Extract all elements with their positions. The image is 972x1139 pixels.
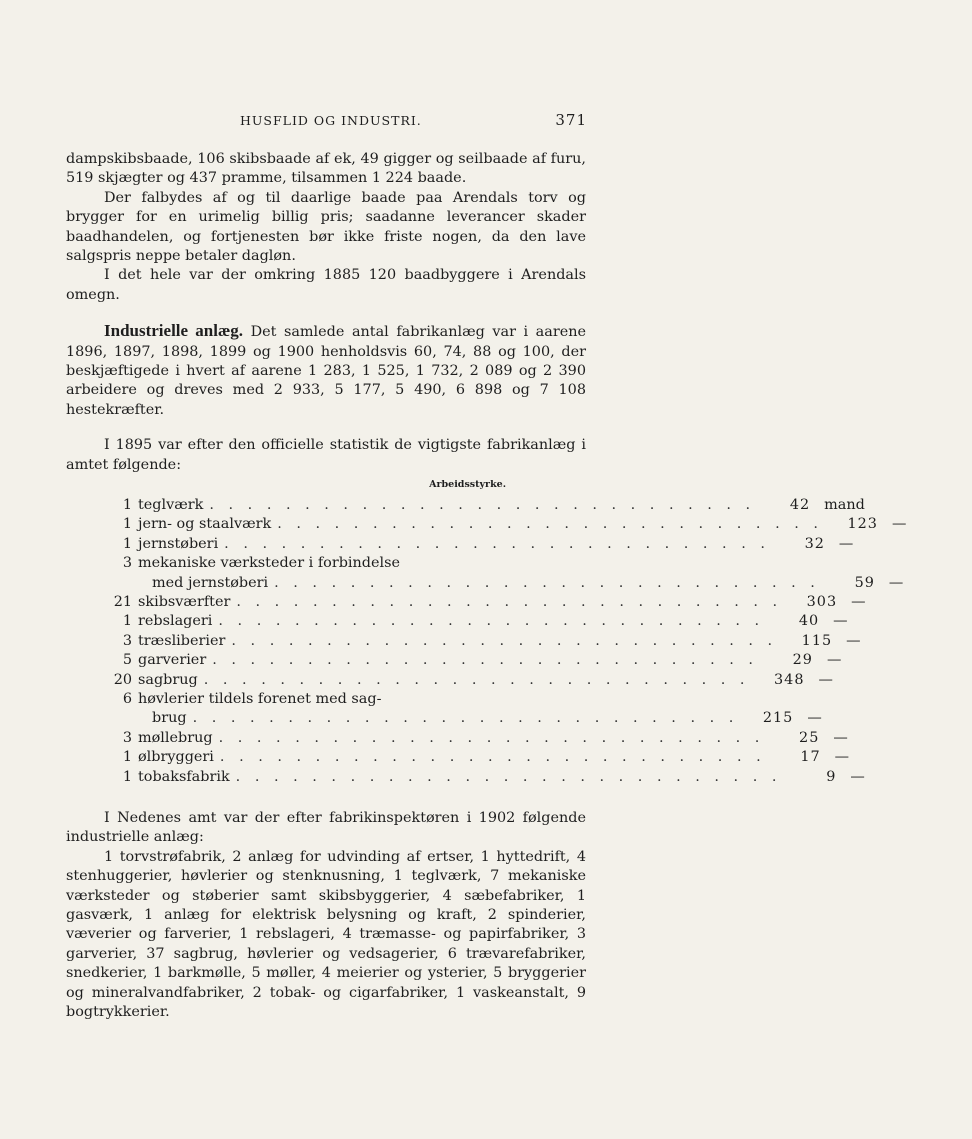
page-number: 371 — [555, 111, 587, 129]
leader-dots: . . . . . . . . . . . . . . . . . . . . . . . . . . . . . — [231, 632, 778, 649]
row-workforce: 25 — [799, 729, 820, 746]
factory-statistics-table — [66, 496, 907, 787]
row-label: med jernstøberi — [152, 574, 269, 591]
row-label: mekaniske værksteder i forbindelse — [138, 555, 401, 572]
page-header — [0, 113, 719, 133]
row-unit: — — [833, 729, 848, 746]
row-unit: — — [851, 594, 866, 611]
row-label: tobaksfabrik — [138, 768, 230, 785]
leader-dots: . . . . . . . . . . . . . . . . . . . . . . . . . . . . . — [218, 729, 765, 746]
row-workforce: 29 — [792, 652, 813, 669]
leader-dots: . . . . . . . . . . . . . . . . . . . . . . . . . . . . . — [277, 516, 823, 533]
row-quantity: 1 — [122, 768, 132, 785]
paragraph-boat-counts: dampskibsbaade, 106 skibsbaade af ek, 49 gigger og seilbaade af furu, 519 skjægter og 437 pramme, tilsammen 1 224 baade. — [66, 151, 586, 187]
table-row — [66, 496, 865, 515]
row-quantity: 5 — [122, 652, 132, 669]
leader-dots: . . . . . . . . . . . . . . . . . . . . . . . . . . . . . — [203, 671, 750, 688]
row-workforce: 42 — [789, 497, 811, 514]
row-unit: — — [838, 535, 854, 552]
row-workforce: 32 — [804, 535, 825, 552]
leader-dots: . . . . . . . . . . . . . . . . . . . . . . . . . . . . . — [209, 497, 756, 514]
row-unit: — — [846, 632, 861, 649]
row-quantity: 21 — [113, 594, 132, 611]
row-quantity: 6 — [122, 691, 132, 707]
row-workforce: 348 — [774, 671, 805, 688]
row-workforce: 123 — [847, 516, 878, 533]
table-row — [66, 729, 848, 748]
row-workforce: 215 — [762, 710, 794, 727]
row-label: træsliberier — [138, 632, 226, 649]
row-workforce: 17 — [800, 749, 821, 766]
row-label: garverier — [138, 652, 207, 669]
row-quantity: 1 — [122, 497, 132, 514]
table-row — [66, 748, 850, 767]
table-row — [66, 709, 822, 728]
row-label: jern- og staalværk — [138, 516, 272, 533]
row-workforce: 40 — [798, 613, 820, 630]
row-quantity: 3 — [122, 729, 132, 746]
row-quantity: 20 — [113, 671, 132, 688]
table-row — [66, 593, 866, 612]
row-quantity: 1 — [122, 613, 132, 630]
industrial-section — [66, 321, 586, 420]
table-row — [66, 554, 586, 573]
table-row — [66, 671, 833, 690]
row-unit: — — [888, 574, 904, 591]
row-quantity: 1 — [122, 535, 132, 552]
row-label: teglværk — [138, 497, 204, 514]
row-unit: mand — [824, 497, 865, 514]
paragraph-boat-trade: Der falbydes af og til daarlige baade paa Arendals torv og brygger for en urimelig billig pris; saadanne leverancer skader baadhandelen, og fortjenesten bør ikke friste nogen, da den lave salgspris neppe betaler dagløn. — [66, 189, 586, 265]
table-row — [66, 515, 907, 534]
paragraph-nedenes-intro: I Nedenes amt var der efter fabrikinspektøren i 1902 følgende industrielle anlæg: — [66, 809, 586, 846]
body-text — [66, 150, 907, 1022]
row-workforce: 303 — [806, 594, 838, 611]
leader-dots: . . . . . . . . . . . . . . . . . . . . . . . . . . . . . — [218, 613, 765, 630]
table-row — [66, 651, 842, 670]
table-column-caption: Arbeidsstyrke. — [429, 479, 506, 491]
table-row — [66, 612, 848, 631]
row-label: rebslageri — [138, 613, 213, 630]
row-unit: — — [891, 516, 907, 533]
row-label: brug — [152, 710, 187, 727]
paragraph-table-intro: I 1895 var efter den officielle statistik de vigtigste fabrikanlæg i amtet følgende: — [66, 437, 586, 473]
leader-dots: . . . . . . . . . . . . . . . . . . . . . . . . . . . . . — [224, 535, 770, 552]
leader-dots: . . . . . . . . . . . . . . . . . . . . . . . . . . . . . — [274, 574, 820, 591]
row-quantity: 3 — [122, 555, 132, 572]
row-unit: — — [818, 671, 833, 688]
leader-dots: . . . . . . . . . . . . . . . . . . . . . . . . . . . . . — [212, 652, 758, 669]
leader-dots: . . . . . . . . . . . . . . . . . . . . . . . . . . . . . — [235, 768, 782, 785]
paragraph-boat-builders: I det hele var der omkring 1885 120 baadbyggere i Arendals omegn. — [66, 267, 586, 303]
row-workforce: 9 — [826, 768, 837, 785]
row-quantity: 1 — [122, 749, 132, 766]
table-row — [66, 632, 861, 651]
row-unit: — — [833, 613, 848, 630]
leader-dots: . . . . . . . . . . . . . . . . . . . . . . . . . . . . . — [236, 594, 783, 611]
row-quantity: 1 — [122, 516, 132, 533]
row-workforce: 59 — [854, 574, 875, 591]
row-unit: — — [834, 749, 850, 766]
row-label: skibsværfter — [138, 594, 231, 611]
leader-dots: . . . . . . . . . . . . . . . . . . . . . . . . . . . . . — [192, 710, 739, 727]
table-row — [66, 574, 904, 593]
row-workforce: 115 — [801, 632, 833, 649]
row-label: sagbrug — [138, 671, 198, 688]
running-title: HUSFLID OG INDUSTRI. — [240, 113, 422, 128]
row-unit: — — [807, 710, 822, 727]
row-label: jernstøberi — [138, 535, 219, 552]
table-row — [66, 768, 865, 787]
table-row — [66, 535, 854, 554]
paragraph-nedenes-list: 1 torvstrøfabrik, 2 anlæg for udvinding af ertser, 1 hyttedrift, 4 stenhuggerier, høvlerier og stenknusning, 1 teglværk, 7 mekaniske værksteder og støberier samt skibsbyggerier, 4 sæbefabriker, 1 gasværk, 1 anlæg for elektrisk belysning og kraft, 2 spinderier, væverier og farverier, 1 rebslageri, 4 træmasse- og papirfabriker, 3 garverier, 37 sagbrug, høvlerier og vedsagerier, 6 trævarefabriker, snedkerier, 1 barkmølle, 5 møller, 4 meierier og ysterier, 5 bryggerier og mineralvandfabriker, 2 tobak- og cigarfabriker, 1 vaskeanstalt, 9 bogtrykkerier. — [66, 848, 586, 1021]
row-unit: — — [826, 652, 842, 669]
section-heading: Industrielle anlæg. — [104, 321, 243, 341]
paragraph-factory-totals: Det samlede antal fabrikanlæg var i aarene 1896, 1897, 1898, 1899 og 1900 henholdsvis 60, 74, 88 og 100, der beskjæftigede i hvert af aarene 1 283, 1 525, 1 732, 2 089 og 2 390 arbeidere og dreves med 2 933, 5 177, 5 490, 6 898 og 7 108 hestekræfter. — [66, 324, 587, 418]
table-row — [66, 690, 586, 709]
row-quantity: 3 — [122, 632, 132, 649]
row-unit: — — [850, 768, 865, 785]
leader-dots: . . . . . . . . . . . . . . . . . . . . . . . . . . . . . — [219, 749, 766, 766]
row-label: møllebrug — [138, 729, 213, 746]
row-label: ølbryggeri — [138, 749, 214, 766]
row-label: høvlerier tildels forenet med sag- — [138, 691, 382, 707]
